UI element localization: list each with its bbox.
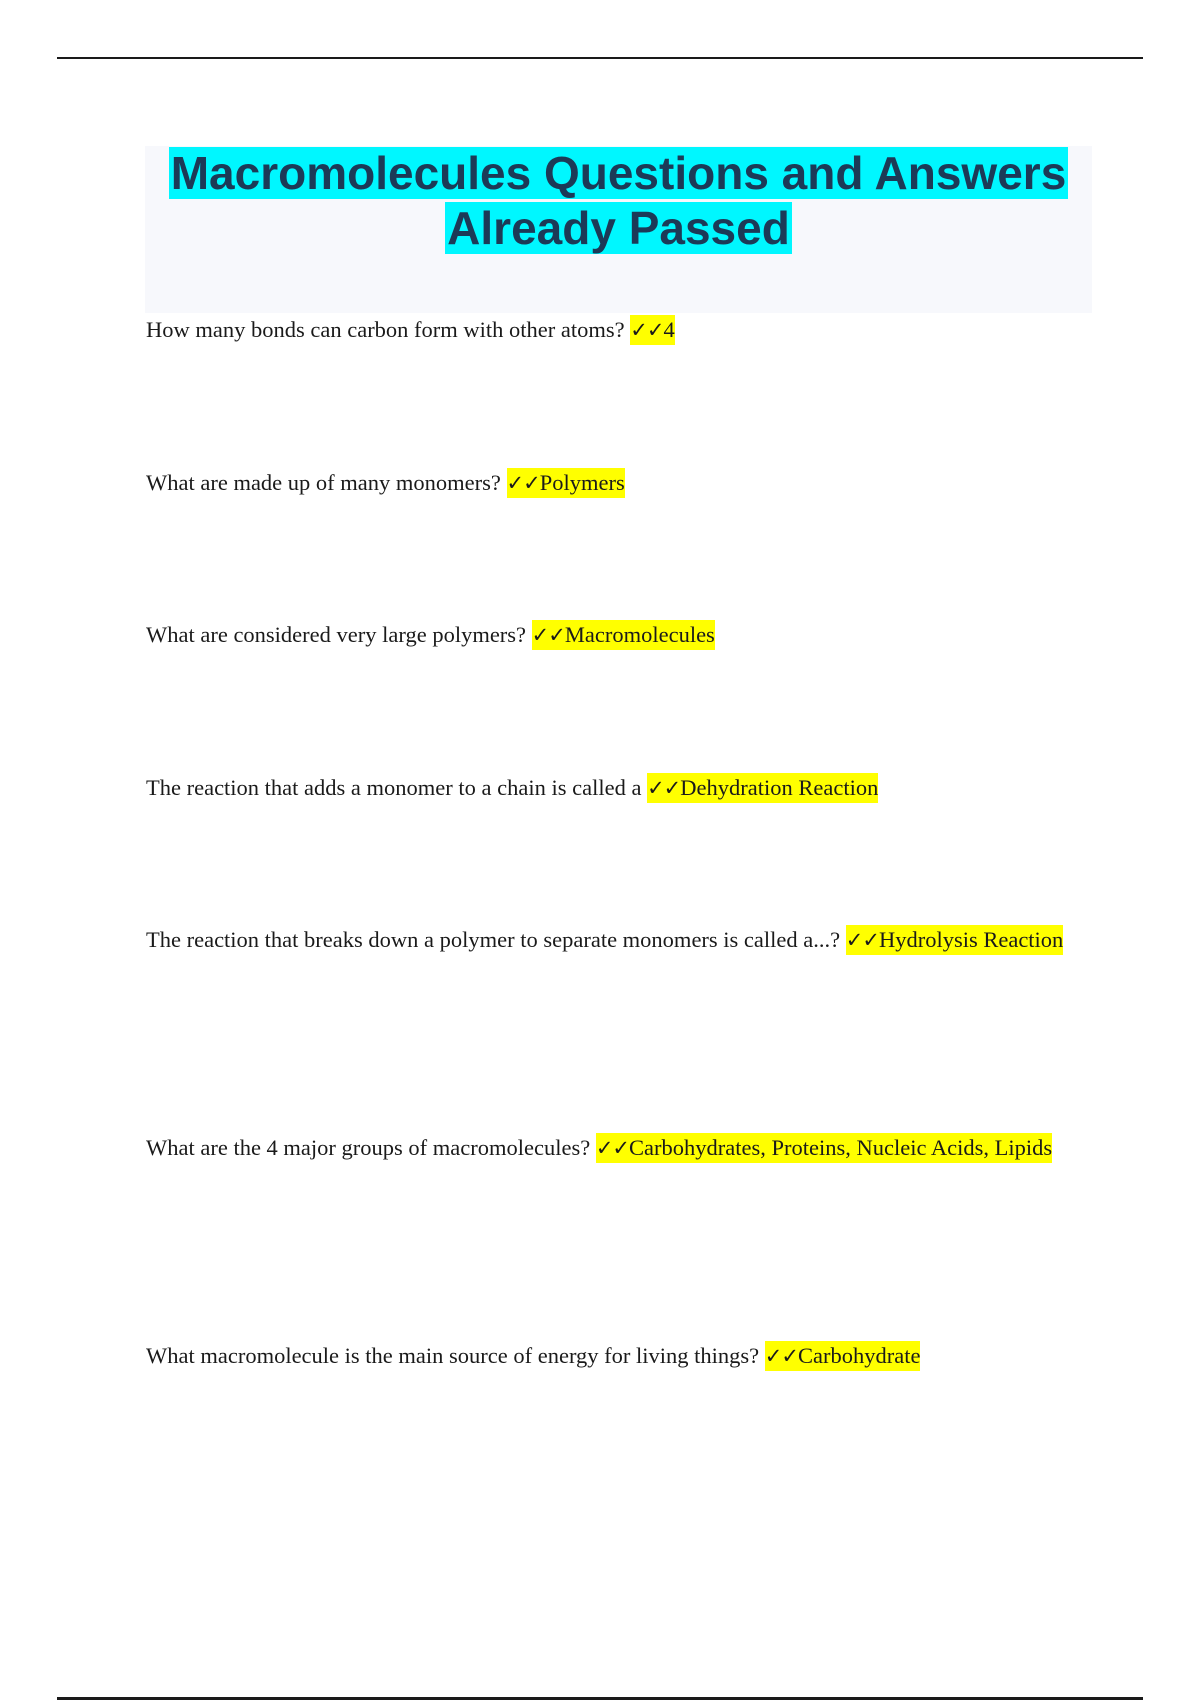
- double-check-icon: ✓✓: [506, 471, 540, 495]
- answer-highlight: [765, 1341, 921, 1371]
- answer-text: Carbohydrates, Proteins, Nucleic Acids, Lipids: [629, 1135, 1053, 1160]
- answer-highlight: [846, 925, 1064, 955]
- title-block: [145, 146, 1092, 313]
- question-text: What are considered very large polymers?: [146, 622, 527, 647]
- question-text: The reaction that breaks down a polymer to separate monomers is called a...?: [146, 927, 841, 952]
- answer-text: 4: [663, 317, 675, 342]
- qa-item-7: [146, 1326, 1096, 1386]
- qa-item-5: [146, 910, 1096, 970]
- question-text: What macromolecule is the main source of energy for living things?: [146, 1343, 760, 1368]
- double-check-icon: ✓✓: [845, 928, 879, 952]
- answer-text: Dehydration Reaction: [680, 775, 879, 800]
- double-check-icon: ✓✓: [531, 623, 565, 647]
- double-check-icon: ✓✓: [595, 1136, 630, 1160]
- question-text: How many bonds can carbon form with other atoms?: [146, 317, 625, 342]
- answer-highlight: [507, 468, 625, 498]
- document-title-line-1: Macromolecules Questions and Answers: [170, 147, 1067, 199]
- answer-text: Carbohydrate: [797, 1343, 921, 1368]
- qa-item-6: [146, 1118, 1096, 1178]
- qa-item-4: [146, 758, 1096, 818]
- qa-item-3: [146, 605, 1096, 665]
- answer-text: Polymers: [539, 470, 625, 495]
- question-text: The reaction that adds a monomer to a chain is called a: [146, 775, 642, 800]
- answer-highlight: [630, 315, 674, 345]
- qa-item-1: [146, 300, 1096, 360]
- answer-text: Hydrolysis Reaction: [878, 927, 1064, 952]
- question-text: What are the 4 major groups of macromolecules?: [146, 1135, 591, 1160]
- document-title-line-2: Already Passed: [447, 202, 790, 254]
- double-check-icon: ✓✓: [764, 1344, 798, 1368]
- answer-highlight: [647, 773, 878, 803]
- answer-text: Macromolecules: [564, 622, 715, 647]
- qa-item-2: [146, 453, 1096, 513]
- double-check-icon: ✓✓: [647, 776, 681, 800]
- double-check-icon: ✓✓: [630, 318, 664, 342]
- answer-highlight: [596, 1133, 1052, 1163]
- top-rule: [57, 57, 1143, 59]
- question-text: What are made up of many monomers?: [146, 470, 501, 495]
- answer-highlight: [532, 620, 715, 650]
